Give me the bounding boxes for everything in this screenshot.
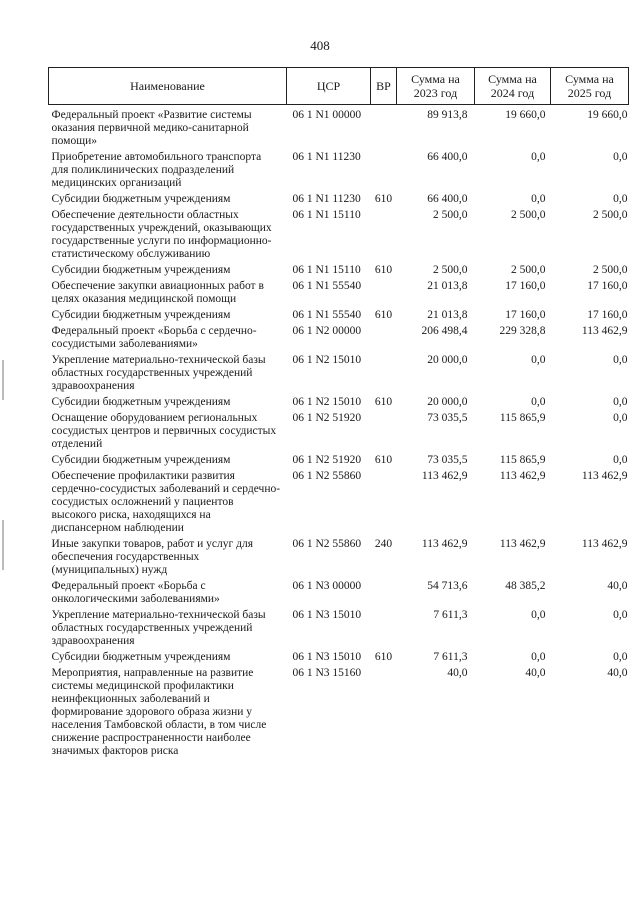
page-number: 408 xyxy=(310,38,330,53)
row-sum-2023: 2 500,0 xyxy=(433,209,468,221)
row-csr-code: 06 1 N1 00000 xyxy=(292,109,362,121)
row-vr-code xyxy=(371,105,397,152)
row-vr-code xyxy=(371,609,397,651)
row-csr-code: 06 1 N2 51920 xyxy=(292,412,362,424)
row-vr-code xyxy=(371,667,397,761)
row-name: Федеральный проект «Борьба с онкологическими заболеваниями» xyxy=(51,580,220,605)
table-row xyxy=(49,325,629,354)
row-sum-2024: 0,0 xyxy=(531,193,546,205)
table-row xyxy=(49,470,629,538)
row-sum-2025: 0,0 xyxy=(613,193,628,205)
row-csr-code: 06 1 N1 11230 xyxy=(292,193,361,205)
row-sum-2025: 0,0 xyxy=(613,609,628,621)
row-sum-2025: 2 500,0 xyxy=(593,264,628,276)
row-csr-code: 06 1 N3 15160 xyxy=(292,667,362,679)
row-sum-2024: 113 462,9 xyxy=(499,538,546,550)
header-sum-2024: Сумма на 2024 год xyxy=(475,68,551,105)
table-row xyxy=(49,538,629,580)
table-row xyxy=(49,667,629,761)
row-sum-2025: 17 160,0 xyxy=(587,280,628,292)
row-sum-2023: 20 000,0 xyxy=(427,396,468,408)
row-name: Обеспечение закупки авиационных работ в целях оказания медицинской помощи xyxy=(51,280,264,305)
row-sum-2025: 0,0 xyxy=(613,454,628,466)
table-row xyxy=(49,193,629,209)
row-name: Федеральный проект «Борьба с сердечно-сосудистыми заболеваниями» xyxy=(51,325,257,350)
row-sum-2023: 2 500,0 xyxy=(433,264,468,276)
row-sum-2024: 2 500,0 xyxy=(511,209,546,221)
row-csr-code: 06 1 N2 55860 xyxy=(292,470,362,482)
row-sum-2023: 7 611,3 xyxy=(433,609,468,621)
row-sum-2025: 113 462,9 xyxy=(581,325,628,337)
row-sum-2023: 7 611,3 xyxy=(433,651,468,663)
row-sum-2023: 113 462,9 xyxy=(421,538,468,550)
header-sum-2025: Сумма на 2025 год xyxy=(551,68,629,105)
row-sum-2025: 113 462,9 xyxy=(581,470,628,482)
row-sum-2024: 0,0 xyxy=(531,609,546,621)
row-name: Обеспечение деятельности областных государственных учреждений, оказывающих государственные услуги по информационно-статистическому обслуживанию xyxy=(51,209,272,260)
row-sum-2023: 21 013,8 xyxy=(427,280,468,292)
header-sum-2023: Сумма на 2023 год xyxy=(397,68,475,105)
row-sum-2023: 40,0 xyxy=(447,667,468,679)
header-csr: ЦСР xyxy=(287,68,371,105)
table-row xyxy=(49,151,629,193)
table-row xyxy=(49,105,629,152)
table-row xyxy=(49,580,629,609)
table-row xyxy=(49,309,629,325)
row-sum-2025: 113 462,9 xyxy=(581,538,628,550)
row-vr-code xyxy=(371,580,397,609)
row-vr-code xyxy=(371,280,397,309)
row-csr-code: 06 1 N1 11230 xyxy=(292,151,361,163)
row-sum-2025: 0,0 xyxy=(613,151,628,163)
row-name: Субсидии бюджетным учреждениям xyxy=(51,193,231,205)
row-sum-2023: 113 462,9 xyxy=(421,470,468,482)
budget-table-container xyxy=(48,67,628,761)
scan-edge-mark xyxy=(2,360,4,400)
row-sum-2023: 73 035,5 xyxy=(427,412,468,424)
row-name: Иные закупки товаров, работ и услуг для обеспечения государственных (муниципальных) нужд xyxy=(51,538,253,576)
row-name: Оснащение оборудованием региональных сосудистых центров и первичных сосудистых отделений xyxy=(51,412,277,450)
row-sum-2024: 229 328,8 xyxy=(499,325,546,337)
row-name: Укрепление материально-технической базы областных государственных учреждений здравоохранения xyxy=(51,609,266,647)
row-sum-2025: 0,0 xyxy=(613,651,628,663)
row-sum-2024: 115 865,9 xyxy=(499,412,546,424)
row-sum-2023: 89 913,8 xyxy=(427,109,468,121)
row-name: Мероприятия, направленные на развитие системы медицинской профилактики неинфекционных заболеваний и формирование здорового образа жизни у населения Тамбовской области, в том числе снижение распространенности наиболее значимых факторов риска xyxy=(51,667,267,757)
table-row xyxy=(49,280,629,309)
row-vr-code: 240 xyxy=(374,538,393,550)
row-sum-2024: 19 660,0 xyxy=(505,109,546,121)
row-name: Субсидии бюджетным учреждениям xyxy=(51,454,231,466)
row-csr-code: 06 1 N1 15110 xyxy=(292,264,361,276)
row-csr-code: 06 1 N3 15010 xyxy=(292,651,362,663)
row-sum-2024: 40,0 xyxy=(525,667,546,679)
row-sum-2024: 17 160,0 xyxy=(505,309,546,321)
row-name: Субсидии бюджетным учреждениям xyxy=(51,309,231,321)
row-sum-2024: 0,0 xyxy=(531,396,546,408)
row-sum-2024: 48 385,2 xyxy=(505,580,546,592)
row-csr-code: 06 1 N2 00000 xyxy=(292,325,362,337)
row-vr-code: 610 xyxy=(374,454,393,466)
row-sum-2025: 0,0 xyxy=(613,396,628,408)
table-body xyxy=(49,105,629,762)
row-sum-2025: 0,0 xyxy=(613,412,628,424)
budget-table xyxy=(48,67,629,761)
row-sum-2025: 0,0 xyxy=(613,354,628,366)
row-csr-code: 06 1 N3 15010 xyxy=(292,609,362,621)
row-sum-2023: 54 713,6 xyxy=(427,580,468,592)
row-sum-2024: 0,0 xyxy=(531,651,546,663)
header-name: Наименование xyxy=(49,68,287,105)
row-vr-code: 610 xyxy=(374,651,393,663)
row-sum-2025: 40,0 xyxy=(607,580,628,592)
row-sum-2024: 113 462,9 xyxy=(499,470,546,482)
row-csr-code: 06 1 N3 00000 xyxy=(292,580,362,592)
row-sum-2023: 66 400,0 xyxy=(427,193,468,205)
row-sum-2023: 20 000,0 xyxy=(427,354,468,366)
row-sum-2023: 206 498,4 xyxy=(421,325,468,337)
row-sum-2023: 73 035,5 xyxy=(427,454,468,466)
row-sum-2025: 2 500,0 xyxy=(593,209,628,221)
table-row xyxy=(49,396,629,412)
row-name: Обеспечение профилактики развития сердечно-сосудистых заболеваний и сердечно-сосудистых осложнений у пациентов высокого риска, находящихся на диспансерном наблюдении xyxy=(51,470,281,534)
table-row xyxy=(49,454,629,470)
row-vr-code: 610 xyxy=(374,193,393,205)
row-vr-code: 610 xyxy=(374,264,393,276)
row-name: Субсидии бюджетным учреждениям xyxy=(51,264,231,276)
row-vr-code xyxy=(371,209,397,264)
row-csr-code: 06 1 N2 15010 xyxy=(292,354,362,366)
row-csr-code: 06 1 N2 15010 xyxy=(292,396,362,408)
table-row xyxy=(49,651,629,667)
row-name: Субсидии бюджетным учреждениям xyxy=(51,651,231,663)
row-vr-code xyxy=(371,470,397,538)
row-name: Приобретение автомобильного транспорта для поликлинических подразделений медицинских организаций xyxy=(51,151,262,189)
table-row xyxy=(49,609,629,651)
row-name: Укрепление материально-технической базы областных государственных учреждений здравоохранения xyxy=(51,354,266,392)
row-csr-code: 06 1 N1 15110 xyxy=(292,209,361,221)
row-vr-code xyxy=(371,151,397,193)
table-row xyxy=(49,412,629,454)
header-vr: ВР xyxy=(371,68,397,105)
table-row xyxy=(49,209,629,264)
row-vr-code xyxy=(371,412,397,454)
row-vr-code: 610 xyxy=(374,396,393,408)
row-sum-2024: 17 160,0 xyxy=(505,280,546,292)
row-vr-code xyxy=(371,325,397,354)
row-sum-2024: 0,0 xyxy=(531,151,546,163)
row-vr-code xyxy=(371,354,397,396)
row-sum-2024: 0,0 xyxy=(531,354,546,366)
table-row xyxy=(49,354,629,396)
row-sum-2025: 40,0 xyxy=(607,667,628,679)
row-csr-code: 06 1 N1 55540 xyxy=(292,280,362,292)
row-sum-2025: 19 660,0 xyxy=(587,109,628,121)
row-csr-code: 06 1 N1 55540 xyxy=(292,309,362,321)
row-sum-2025: 17 160,0 xyxy=(587,309,628,321)
row-sum-2023: 21 013,8 xyxy=(427,309,468,321)
row-name: Федеральный проект «Развитие системы оказания первичной медико-санитарной помощи» xyxy=(51,109,252,147)
row-sum-2024: 2 500,0 xyxy=(511,264,546,276)
row-csr-code: 06 1 N2 55860 xyxy=(292,538,362,550)
row-sum-2023: 66 400,0 xyxy=(427,151,468,163)
row-name: Субсидии бюджетным учреждениям xyxy=(51,396,231,408)
table-header-row xyxy=(49,68,629,105)
scan-edge-mark xyxy=(2,520,4,570)
row-csr-code: 06 1 N2 51920 xyxy=(292,454,362,466)
table-row xyxy=(49,264,629,280)
row-vr-code: 610 xyxy=(374,309,393,321)
row-sum-2024: 115 865,9 xyxy=(499,454,546,466)
